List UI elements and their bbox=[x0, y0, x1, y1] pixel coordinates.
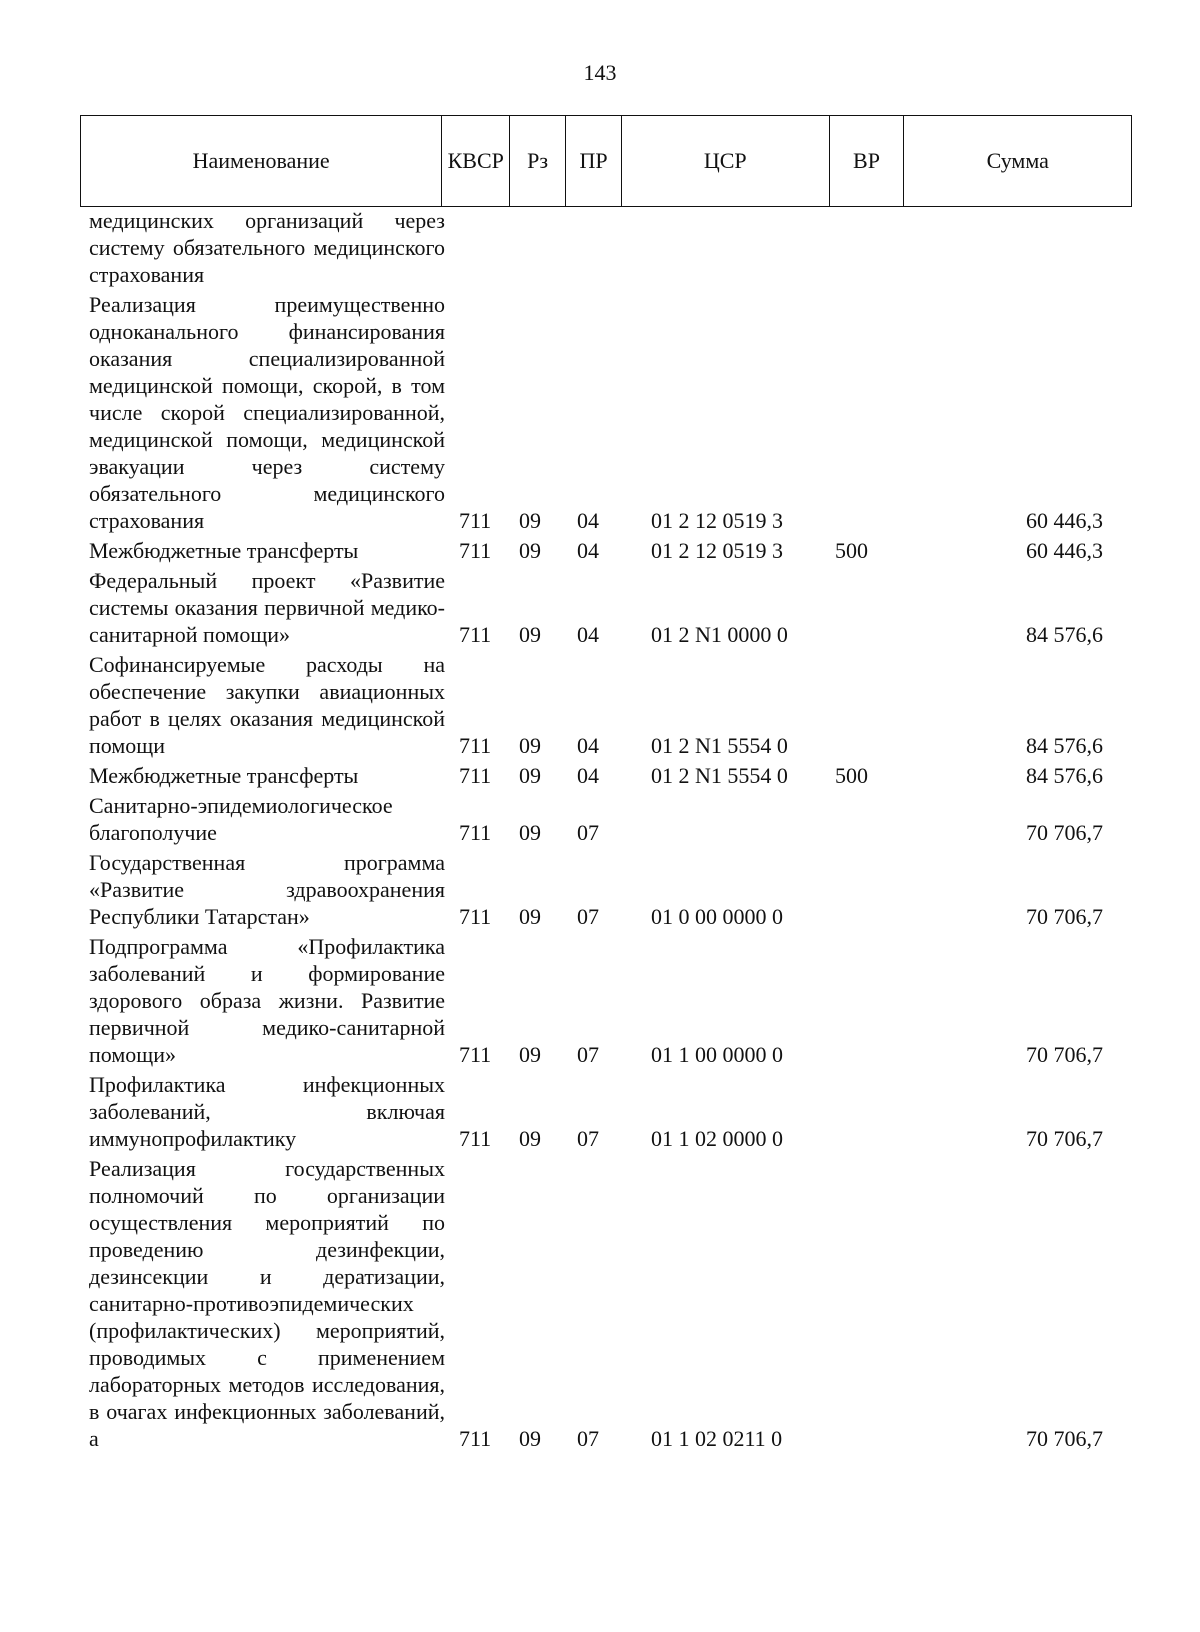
row-pr: 04 bbox=[577, 538, 599, 563]
row-pr: 07 bbox=[577, 1042, 599, 1067]
row-kvsr: 711 bbox=[459, 733, 492, 758]
row-kvsr: 711 bbox=[459, 904, 492, 929]
header-name: Наименование bbox=[81, 116, 442, 206]
row-pr: 07 bbox=[577, 1426, 599, 1451]
table-row bbox=[89, 762, 1103, 792]
row-name: Профилактика инфекционных заболеваний, включая иммунопрофилактику bbox=[89, 1072, 445, 1151]
row-kvsr: 711 bbox=[459, 538, 492, 563]
table-header bbox=[80, 115, 1132, 207]
row-name: Федеральный проект «Развитие системы оказания первичной медико-санитарной помощи» bbox=[89, 568, 445, 647]
row-pr: 07 bbox=[577, 904, 599, 929]
row-sum: 70 706,7 bbox=[1026, 904, 1103, 929]
row-csr: 01 2 12 0519 3 bbox=[651, 508, 783, 533]
table-row bbox=[89, 567, 1103, 651]
row-sum: 60 446,3 bbox=[1026, 538, 1103, 563]
row-rz: 09 bbox=[519, 763, 541, 788]
row-sum: 70 706,7 bbox=[1026, 1426, 1103, 1451]
row-rz: 09 bbox=[519, 1042, 541, 1067]
row-sum: 70 706,7 bbox=[1026, 820, 1103, 845]
table-row bbox=[89, 207, 1103, 291]
table-row bbox=[89, 1071, 1103, 1155]
row-sum: 70 706,7 bbox=[1026, 1126, 1103, 1151]
table-row bbox=[89, 651, 1103, 762]
page-number: 143 bbox=[583, 60, 617, 85]
header-vr: ВР bbox=[830, 116, 905, 206]
row-rz: 09 bbox=[519, 508, 541, 533]
row-csr: 01 1 02 0000 0 bbox=[651, 1126, 783, 1151]
row-rz: 09 bbox=[519, 1126, 541, 1151]
row-rz: 09 bbox=[519, 622, 541, 647]
row-name: Реализация преимущественно одноканального финансирования оказания специализированной медицинской помощи, скорой, в том числе скорой специализированной, медицинской помощи, медицинской эвакуации через систему обязательного медицинского страхования bbox=[89, 292, 445, 533]
row-pr: 07 bbox=[577, 820, 599, 845]
row-name: Санитарно-эпидемиологическое благополучие bbox=[89, 793, 393, 845]
row-vr: 500 bbox=[835, 763, 868, 788]
row-rz: 09 bbox=[519, 538, 541, 563]
row-rz: 09 bbox=[519, 820, 541, 845]
row-csr: 01 1 00 0000 0 bbox=[651, 1042, 783, 1067]
row-sum: 84 576,6 bbox=[1026, 733, 1103, 758]
row-name: Межбюджетные трансферты bbox=[89, 538, 359, 563]
row-rz: 09 bbox=[519, 904, 541, 929]
table-row bbox=[89, 792, 1103, 849]
table-row bbox=[89, 849, 1103, 933]
row-csr: 01 1 02 0211 0 bbox=[651, 1426, 783, 1451]
row-kvsr: 711 bbox=[459, 1126, 492, 1151]
row-kvsr: 711 bbox=[459, 508, 492, 533]
header-kvsr: КВСР bbox=[442, 116, 510, 206]
row-csr: 01 2 N1 0000 0 bbox=[651, 622, 788, 647]
table-row bbox=[89, 537, 1103, 567]
table-row bbox=[89, 933, 1103, 1071]
row-pr: 04 bbox=[577, 763, 599, 788]
header-csr: ЦСР bbox=[622, 116, 830, 206]
table-row bbox=[89, 291, 1103, 537]
header-sum: Сумма bbox=[986, 148, 1049, 173]
row-csr: 01 2 12 0519 3 bbox=[651, 538, 783, 563]
header-pr: ПР bbox=[566, 116, 622, 206]
row-name: медицинских организаций через систему обязательного медицинского страхования bbox=[89, 208, 445, 287]
header-rz: Рз bbox=[510, 116, 566, 206]
row-pr: 07 bbox=[577, 1126, 599, 1151]
row-rz: 09 bbox=[519, 733, 541, 758]
row-name: Государственная программа «Развитие здравоохранения Республики Татарстан» bbox=[89, 850, 445, 929]
row-csr: 01 0 00 0000 0 bbox=[651, 904, 783, 929]
row-name: Реализация государственных полномочий по организации осуществления мероприятий по проведению дезинфекции, дезинсекции и дератизации, санитарно-противоэпидемических (профилактических) мероприятий, проводимых с применением лабораторных методов исследования, в очагах инфекционных заболеваний, а bbox=[89, 1156, 445, 1451]
row-kvsr: 711 bbox=[459, 1426, 492, 1451]
row-vr: 500 bbox=[835, 538, 868, 563]
row-kvsr: 711 bbox=[459, 820, 492, 845]
row-pr: 04 bbox=[577, 733, 599, 758]
row-kvsr: 711 bbox=[459, 622, 492, 647]
row-pr: 04 bbox=[577, 622, 599, 647]
table-row bbox=[89, 1155, 1103, 1455]
row-kvsr: 711 bbox=[459, 763, 492, 788]
row-sum: 84 576,6 bbox=[1026, 763, 1103, 788]
row-kvsr: 711 bbox=[459, 1042, 492, 1067]
row-sum: 84 576,6 bbox=[1026, 622, 1103, 647]
row-name: Софинансируемые расходы на обеспечение закупки авиационных работ в целях оказания медицинской помощи bbox=[89, 652, 445, 758]
row-csr: 01 2 N1 5554 0 bbox=[651, 763, 788, 788]
row-rz: 09 bbox=[519, 1426, 541, 1451]
row-name: Межбюджетные трансферты bbox=[89, 763, 359, 788]
table-body bbox=[89, 207, 1103, 1455]
row-pr: 04 bbox=[577, 508, 599, 533]
row-sum: 60 446,3 bbox=[1026, 508, 1103, 533]
row-name: Подпрограмма «Профилактика заболеваний и формирование здорового образа жизни. Развитие первичной медико-санитарной помощи» bbox=[89, 934, 445, 1067]
row-sum: 70 706,7 bbox=[1026, 1042, 1103, 1067]
row-csr: 01 2 N1 5554 0 bbox=[651, 733, 788, 758]
